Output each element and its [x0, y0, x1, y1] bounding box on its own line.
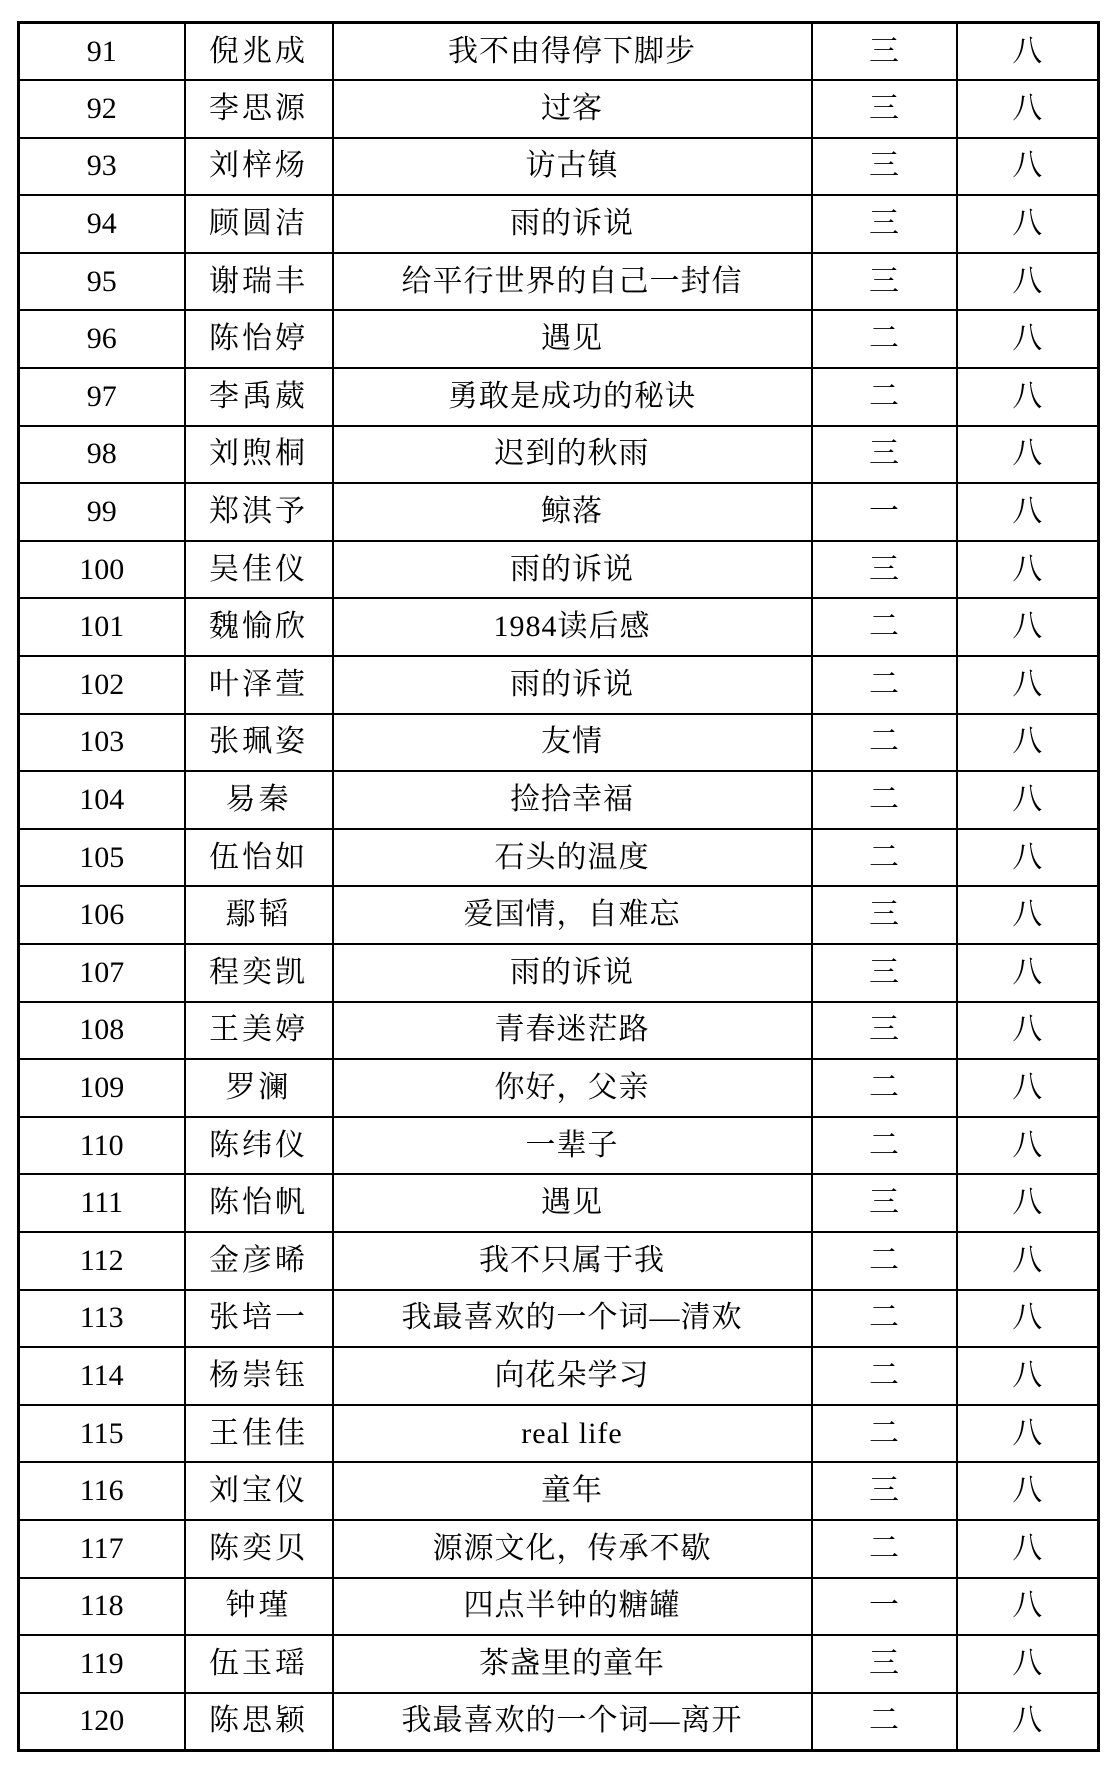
cell-grade: 八 [957, 829, 1099, 887]
cell-grade: 八 [957, 944, 1099, 1002]
cell-index: 95 [19, 253, 185, 311]
table-row [19, 1347, 1099, 1405]
cell-index: 107 [19, 944, 185, 1002]
cell-title: 爱国情，自难忘 [333, 886, 812, 944]
cell-grade: 八 [957, 598, 1099, 656]
cell-name: 陈怡帆 [185, 1174, 333, 1232]
cell-name: 王美婷 [185, 1002, 333, 1060]
table-row [19, 1002, 1099, 1060]
cell-grade: 八 [957, 656, 1099, 714]
cell-grade: 八 [957, 368, 1099, 426]
cell-grade: 八 [957, 138, 1099, 196]
cell-name: 杨崇钰 [185, 1347, 333, 1405]
cell-title: 石头的温度 [333, 829, 812, 887]
cell-name: 张珮姿 [185, 714, 333, 772]
cell-title: 过客 [333, 80, 812, 138]
table-row [19, 1462, 1099, 1520]
cell-prize: 二 [812, 771, 957, 829]
table-row [19, 1059, 1099, 1117]
cell-index: 103 [19, 714, 185, 772]
table-row [19, 138, 1099, 196]
cell-prize: 二 [812, 1520, 957, 1578]
cell-prize: 三 [812, 1635, 957, 1693]
cell-name: 顾圆洁 [185, 195, 333, 253]
cell-prize: 三 [812, 886, 957, 944]
cell-index: 113 [19, 1290, 185, 1348]
table-row [19, 195, 1099, 253]
cell-index: 109 [19, 1059, 185, 1117]
table-row [19, 368, 1099, 426]
cell-grade: 八 [957, 1520, 1099, 1578]
cell-index: 108 [19, 1002, 185, 1060]
cell-name: 谢瑞丰 [185, 253, 333, 311]
cell-grade: 八 [957, 1578, 1099, 1636]
cell-grade: 八 [957, 310, 1099, 368]
cell-index: 120 [19, 1693, 185, 1751]
table-row [19, 1117, 1099, 1175]
cell-prize: 二 [812, 656, 957, 714]
cell-name: 李禹葳 [185, 368, 333, 426]
cell-index: 115 [19, 1405, 185, 1463]
cell-grade: 八 [957, 886, 1099, 944]
cell-title: 1984读后感 [333, 598, 812, 656]
cell-prize: 二 [812, 368, 957, 426]
cell-name: 郑淇予 [185, 483, 333, 541]
cell-grade: 八 [957, 253, 1099, 311]
cell-grade: 八 [957, 1002, 1099, 1060]
cell-title: 四点半钟的糖罐 [333, 1578, 812, 1636]
cell-name: 王佳佳 [185, 1405, 333, 1463]
cell-prize: 三 [812, 1174, 957, 1232]
cell-prize: 三 [812, 138, 957, 196]
cell-index: 98 [19, 426, 185, 484]
cell-prize: 二 [812, 310, 957, 368]
cell-index: 110 [19, 1117, 185, 1175]
cell-index: 114 [19, 1347, 185, 1405]
cell-index: 119 [19, 1635, 185, 1693]
table-row [19, 886, 1099, 944]
cell-grade: 八 [957, 23, 1099, 81]
cell-index: 101 [19, 598, 185, 656]
cell-title: real life [333, 1405, 812, 1463]
cell-name: 易秦 [185, 771, 333, 829]
cell-name: 陈怡婷 [185, 310, 333, 368]
cell-index: 96 [19, 310, 185, 368]
cell-prize: 二 [812, 1693, 957, 1751]
cell-prize: 二 [812, 1347, 957, 1405]
cell-title: 给平行世界的自己一封信 [333, 253, 812, 311]
cell-index: 111 [19, 1174, 185, 1232]
cell-name: 陈思颖 [185, 1693, 333, 1751]
cell-title: 遇见 [333, 1174, 812, 1232]
table-row [19, 1635, 1099, 1693]
cell-index: 102 [19, 656, 185, 714]
table-row [19, 656, 1099, 714]
cell-index: 91 [19, 23, 185, 81]
cell-name: 钟瑾 [185, 1578, 333, 1636]
cell-index: 118 [19, 1578, 185, 1636]
cell-name: 刘宝仪 [185, 1462, 333, 1520]
cell-index: 104 [19, 771, 185, 829]
cell-index: 116 [19, 1462, 185, 1520]
cell-index: 99 [19, 483, 185, 541]
cell-name: 伍玉瑶 [185, 1635, 333, 1693]
cell-title: 勇敢是成功的秘诀 [333, 368, 812, 426]
cell-index: 117 [19, 1520, 185, 1578]
table-row [19, 771, 1099, 829]
cell-prize: 二 [812, 1117, 957, 1175]
cell-grade: 八 [957, 1174, 1099, 1232]
cell-title: 我最喜欢的一个词—清欢 [333, 1290, 812, 1348]
cell-name: 倪兆成 [185, 23, 333, 81]
cell-grade: 八 [957, 541, 1099, 599]
cell-grade: 八 [957, 1635, 1099, 1693]
table-row [19, 1290, 1099, 1348]
cell-title: 捡拾幸福 [333, 771, 812, 829]
cell-prize: 三 [812, 23, 957, 81]
cell-prize: 三 [812, 253, 957, 311]
table-row [19, 1232, 1099, 1290]
cell-title: 雨的诉说 [333, 656, 812, 714]
table-row [19, 1578, 1099, 1636]
table-row [19, 1693, 1099, 1751]
cell-title: 我不只属于我 [333, 1232, 812, 1290]
cell-grade: 八 [957, 195, 1099, 253]
cell-grade: 八 [957, 1462, 1099, 1520]
cell-prize: 二 [812, 1232, 957, 1290]
cell-grade: 八 [957, 426, 1099, 484]
cell-title: 遇见 [333, 310, 812, 368]
cell-title: 向花朵学习 [333, 1347, 812, 1405]
cell-name: 刘梓炀 [185, 138, 333, 196]
table-row [19, 310, 1099, 368]
cell-grade: 八 [957, 771, 1099, 829]
cell-name: 李思源 [185, 80, 333, 138]
cell-name: 罗澜 [185, 1059, 333, 1117]
cell-title: 鲸落 [333, 483, 812, 541]
cell-name: 鄢韬 [185, 886, 333, 944]
cell-title: 童年 [333, 1462, 812, 1520]
table-row [19, 483, 1099, 541]
cell-grade: 八 [957, 1693, 1099, 1751]
cell-name: 程奕凯 [185, 944, 333, 1002]
cell-index: 100 [19, 541, 185, 599]
cell-name: 金彦晞 [185, 1232, 333, 1290]
cell-title: 访古镇 [333, 138, 812, 196]
cell-index: 92 [19, 80, 185, 138]
cell-prize: 三 [812, 1002, 957, 1060]
cell-title: 我最喜欢的一个词—离开 [333, 1693, 812, 1751]
cell-name: 刘煦桐 [185, 426, 333, 484]
cell-name: 伍怡如 [185, 829, 333, 887]
cell-prize: 三 [812, 195, 957, 253]
table-row [19, 1520, 1099, 1578]
table-row [19, 944, 1099, 1002]
cell-title: 友情 [333, 714, 812, 772]
cell-prize: 二 [812, 598, 957, 656]
cell-name: 魏愉欣 [185, 598, 333, 656]
cell-grade: 八 [957, 1290, 1099, 1348]
table-row [19, 598, 1099, 656]
table-row [19, 426, 1099, 484]
cell-index: 112 [19, 1232, 185, 1290]
cell-name: 张培一 [185, 1290, 333, 1348]
cell-prize: 三 [812, 1462, 957, 1520]
cell-title: 雨的诉说 [333, 541, 812, 599]
cell-name: 叶泽萱 [185, 656, 333, 714]
cell-grade: 八 [957, 1232, 1099, 1290]
cell-name: 陈奕贝 [185, 1520, 333, 1578]
cell-prize: 一 [812, 483, 957, 541]
award-results-table [17, 21, 1100, 1752]
cell-index: 105 [19, 829, 185, 887]
cell-name: 吴佳仪 [185, 541, 333, 599]
cell-title: 雨的诉说 [333, 195, 812, 253]
cell-grade: 八 [957, 1347, 1099, 1405]
cell-prize: 二 [812, 1059, 957, 1117]
cell-title: 茶盏里的童年 [333, 1635, 812, 1693]
cell-prize: 三 [812, 944, 957, 1002]
cell-prize: 三 [812, 541, 957, 599]
table-row [19, 541, 1099, 599]
cell-prize: 二 [812, 829, 957, 887]
cell-title: 我不由得停下脚步 [333, 23, 812, 81]
table-row [19, 714, 1099, 772]
cell-title: 你好，父亲 [333, 1059, 812, 1117]
award-table-body [19, 23, 1099, 1751]
table-row [19, 23, 1099, 81]
table-row [19, 829, 1099, 887]
cell-prize: 二 [812, 1290, 957, 1348]
cell-grade: 八 [957, 1059, 1099, 1117]
cell-prize: 二 [812, 1405, 957, 1463]
cell-title: 源源文化，传承不歇 [333, 1520, 812, 1578]
cell-title: 一辈子 [333, 1117, 812, 1175]
cell-grade: 八 [957, 483, 1099, 541]
table-row [19, 253, 1099, 311]
table-row [19, 80, 1099, 138]
cell-prize: 三 [812, 80, 957, 138]
cell-index: 106 [19, 886, 185, 944]
cell-grade: 八 [957, 80, 1099, 138]
cell-grade: 八 [957, 714, 1099, 772]
cell-grade: 八 [957, 1117, 1099, 1175]
cell-prize: 一 [812, 1578, 957, 1636]
cell-grade: 八 [957, 1405, 1099, 1463]
cell-index: 94 [19, 195, 185, 253]
cell-name: 陈纬仪 [185, 1117, 333, 1175]
table-row [19, 1174, 1099, 1232]
cell-index: 97 [19, 368, 185, 426]
cell-title: 雨的诉说 [333, 944, 812, 1002]
cell-index: 93 [19, 138, 185, 196]
cell-prize: 三 [812, 426, 957, 484]
cell-title: 青春迷茫路 [333, 1002, 812, 1060]
table-row [19, 1405, 1099, 1463]
cell-title: 迟到的秋雨 [333, 426, 812, 484]
cell-prize: 二 [812, 714, 957, 772]
